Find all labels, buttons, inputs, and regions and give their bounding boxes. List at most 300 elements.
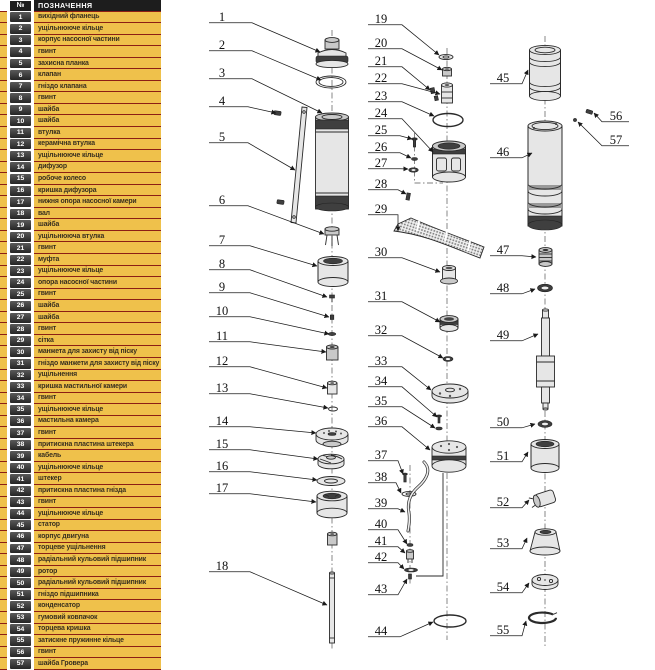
row-edge-strip [0, 416, 7, 428]
row-number-cell: 24 [10, 278, 31, 288]
callout-number: 41 [374, 534, 388, 548]
row-number-cell: 8 [10, 93, 31, 103]
row-edge-strip [0, 485, 7, 497]
row-edge-strip [0, 358, 7, 370]
table-row [0, 92, 161, 104]
part-18-shaft [330, 572, 335, 643]
callout-6 [209, 193, 324, 234]
part-16-diffuser-cover [317, 477, 345, 486]
table-row [0, 69, 161, 81]
row-designation-cell: ущільнення [34, 370, 161, 382]
row-edge-strip [0, 346, 7, 358]
part-7-valve-seat [318, 257, 348, 287]
callout-number: 12 [215, 354, 229, 368]
part-42-socket-plate [405, 568, 418, 572]
table-row [0, 127, 161, 139]
row-edge-strip [0, 219, 7, 231]
row-edge-strip [0, 508, 7, 520]
row-number-cell: 54 [10, 624, 31, 634]
table-row [0, 185, 161, 197]
part-26-washer [412, 158, 418, 161]
row-number-cell: 43 [10, 497, 31, 507]
callout-number: 5 [218, 130, 226, 144]
row-number-cell: 29 [10, 336, 31, 346]
part-28-screw [406, 193, 411, 201]
row-designation-cell: корпус двигуна [34, 531, 161, 543]
callout-number: 2 [218, 38, 226, 52]
row-designation-cell: керамічна втулка [34, 139, 161, 151]
table-row [0, 358, 161, 370]
row-designation-cell: муфта [34, 254, 161, 266]
row-number-cell: 32 [10, 370, 31, 380]
row-number-cell: 36 [10, 416, 31, 426]
row-number-cell: 39 [10, 451, 31, 461]
parts-table-header [0, 0, 161, 12]
row-edge-strip [0, 404, 7, 416]
row-designation-cell: гніздо манжети для захисту від піску [34, 358, 161, 370]
row-number-cell: 47 [10, 544, 31, 554]
row-designation-cell: радіальний кульовий підшипник [34, 554, 161, 566]
row-edge-strip [0, 658, 7, 670]
callout-number: 26 [374, 140, 388, 154]
callout-number: 56 [609, 109, 623, 123]
callout-1 [209, 10, 320, 52]
row-number-cell: 7 [10, 82, 31, 92]
row-edge-strip [0, 393, 7, 405]
part-5-protective-strip [291, 107, 307, 223]
callout-32 [368, 323, 443, 358]
callout-number: 22 [374, 71, 388, 85]
callout-number: 25 [374, 123, 388, 137]
row-designation-cell: дифузор [34, 162, 161, 174]
part-8-screw [330, 295, 335, 302]
callout-7 [209, 233, 317, 266]
header-designation-cell: ПОЗНАЧЕННЯ [34, 0, 161, 12]
part-27-washer [409, 168, 419, 172]
row-edge-strip [0, 566, 7, 578]
table-row [0, 381, 161, 393]
row-number-cell: 15 [10, 174, 31, 184]
table-row [0, 508, 161, 520]
table-row [0, 450, 161, 462]
table-row [0, 46, 161, 58]
callout-number: 54 [496, 580, 510, 594]
row-designation-cell: штекер [34, 473, 161, 485]
callout-5 [209, 130, 295, 170]
part-37-screw [403, 473, 408, 482]
table-row [0, 196, 161, 208]
row-number-cell: 41 [10, 474, 31, 484]
table-row [0, 462, 161, 474]
row-designation-cell: вал [34, 208, 161, 220]
row-edge-strip [0, 231, 7, 243]
row-edge-strip [0, 150, 7, 162]
table-row [0, 231, 161, 243]
table-row [0, 254, 161, 266]
part-21-screws [430, 88, 438, 101]
row-designation-cell: кришка дифузора [34, 185, 161, 197]
row-edge-strip [0, 69, 7, 81]
row-designation-cell: гвинт [34, 427, 161, 439]
row-edge-strip [0, 12, 7, 24]
part-48-bearing [538, 284, 553, 292]
callout-56 [594, 109, 629, 123]
row-designation-cell: кабель [34, 450, 161, 462]
row-number-cell: 44 [10, 509, 31, 519]
callout-25 [368, 123, 412, 139]
callout-number: 27 [374, 156, 388, 170]
row-designation-cell: ущільнююче кільце [34, 508, 161, 520]
row-designation-cell: притискна пластина штекера [34, 439, 161, 451]
callout-46 [490, 145, 532, 159]
row-designation-cell: вихідний фланець [34, 12, 161, 24]
part-52-capacitor [529, 489, 557, 509]
table-row [0, 12, 161, 24]
table-row [0, 624, 161, 636]
callout-number: 33 [374, 354, 388, 368]
callout-number: 42 [374, 550, 388, 564]
callout-number: 48 [496, 281, 510, 295]
callout-number: 21 [374, 54, 388, 68]
callout-layer [209, 10, 629, 638]
row-number-cell: 14 [10, 162, 31, 172]
row-number-cell: 17 [10, 197, 31, 207]
callout-2 [209, 38, 321, 80]
row-designation-cell: гумовий ковпачок [34, 612, 161, 624]
row-edge-strip [0, 439, 7, 451]
table-row [0, 323, 161, 335]
row-edge-strip [0, 427, 7, 439]
callout-45 [490, 70, 528, 85]
exploded-diagram [161, 0, 655, 670]
table-row [0, 300, 161, 312]
part-22-coupling [442, 83, 453, 103]
row-edge-strip [0, 531, 7, 543]
row-designation-cell: клапан [34, 69, 161, 81]
row-edge-strip [0, 577, 7, 589]
callout-number: 49 [496, 328, 510, 342]
callout-number: 34 [374, 374, 388, 388]
row-number-cell: 20 [10, 232, 31, 242]
callout-number: 14 [215, 414, 229, 428]
table-row [0, 335, 161, 347]
table-row [0, 162, 161, 174]
callout-42 [368, 550, 404, 569]
callout-4 [209, 94, 276, 113]
callout-17 [209, 481, 316, 502]
table-row [0, 35, 161, 47]
row-number-cell: 38 [10, 440, 31, 450]
row-edge-strip [0, 497, 7, 509]
row-number-cell: 33 [10, 382, 31, 392]
row-designation-cell: робоче колесо [34, 173, 161, 185]
row-number-cell: 11 [10, 128, 31, 138]
row-designation-cell: гвинт [34, 323, 161, 335]
row-number-cell: 26 [10, 301, 31, 311]
row-edge-strip [0, 589, 7, 601]
row-designation-cell: шайба [34, 115, 161, 127]
part-57-spring-washer [573, 118, 576, 121]
row-designation-cell: гвинт [34, 647, 161, 659]
parts-table [0, 0, 161, 670]
part-46-motor-housing [528, 121, 562, 230]
row-number-cell: 56 [10, 647, 31, 657]
callout-47 [490, 243, 536, 257]
part-2-o-ring [316, 76, 346, 88]
row-number-cell: 5 [10, 59, 31, 69]
part-49-rotor [537, 309, 555, 410]
callout-number: 35 [374, 394, 388, 408]
callout-53 [490, 536, 527, 550]
callout-number: 38 [374, 470, 388, 484]
row-designation-cell: шайба [34, 219, 161, 231]
callout-number: 1 [218, 10, 226, 24]
row-edge-strip [0, 323, 7, 335]
callout-number: 46 [496, 145, 510, 159]
callout-number: 17 [215, 481, 229, 495]
part-31-sleeve-seat [440, 316, 458, 332]
table-row [0, 370, 161, 382]
table-row [0, 658, 161, 670]
row-edge-strip [0, 46, 7, 58]
callout-number: 39 [374, 496, 388, 510]
table-row [0, 427, 161, 439]
table-row [0, 23, 161, 35]
row-edge-strip [0, 35, 7, 47]
row-designation-cell: торцева кришка [34, 624, 161, 636]
table-row [0, 346, 161, 358]
row-designation-cell: шайба [34, 312, 161, 324]
callout-38 [368, 470, 401, 493]
part-53-rubber-cap [530, 529, 560, 555]
row-edge-strip [0, 600, 7, 612]
header-number-cell: № [10, 1, 31, 12]
callout-number: 57 [609, 133, 623, 147]
part-3-pump-housing [316, 113, 349, 211]
callout-39 [368, 496, 405, 512]
part-10-washer [328, 332, 336, 335]
callout-number: 13 [215, 381, 229, 395]
table-row [0, 473, 161, 485]
part-33-oil-chamber-cover [432, 384, 468, 403]
callout-number: 23 [374, 89, 388, 103]
callout-36 [368, 414, 430, 450]
table-row [0, 81, 161, 93]
row-number-cell: 48 [10, 555, 31, 565]
callout-number: 52 [496, 495, 510, 509]
row-edge-strip [0, 450, 7, 462]
table-row [0, 139, 161, 151]
table-row [0, 485, 161, 497]
row-designation-cell: ущільнююче кільце [34, 23, 161, 35]
row-designation-cell: ущільнююче кільце [34, 266, 161, 278]
table-row [0, 150, 161, 162]
row-number-cell: 37 [10, 428, 31, 438]
part-13-seal-ring [329, 407, 338, 411]
callout-11 [209, 329, 326, 352]
row-number-cell: 6 [10, 70, 31, 80]
callout-number: 7 [218, 233, 226, 247]
row-designation-cell: радіальний кульовий підшипник [34, 577, 161, 589]
callout-number: 31 [374, 289, 388, 303]
callout-number: 9 [218, 280, 226, 294]
callout-number: 15 [215, 437, 229, 451]
callout-number: 16 [215, 459, 229, 473]
table-row [0, 497, 161, 509]
part-14-diffuser [316, 428, 348, 447]
row-edge-strip [0, 370, 7, 382]
callout-number: 19 [374, 12, 388, 26]
part-17-lower-support [317, 491, 347, 518]
row-number-cell: 52 [10, 601, 31, 611]
callout-number: 37 [374, 448, 388, 462]
row-designation-cell: шайба [34, 300, 161, 312]
callout-18 [209, 559, 327, 605]
row-designation-cell: гвинт [34, 92, 161, 104]
row-number-cell: 12 [10, 139, 31, 149]
row-edge-strip [0, 473, 7, 485]
row-designation-cell: втулка [34, 127, 161, 139]
row-number-cell: 22 [10, 255, 31, 265]
row-edge-strip [0, 92, 7, 104]
callout-number: 20 [374, 36, 388, 50]
table-row [0, 266, 161, 278]
table-row [0, 208, 161, 220]
row-designation-cell: статор [34, 520, 161, 532]
part-34-screw [436, 415, 441, 423]
table-row [0, 543, 161, 555]
callout-number: 43 [374, 582, 388, 596]
callout-43 [368, 579, 407, 596]
callout-number: 6 [218, 193, 226, 207]
part-6-valve [325, 227, 339, 246]
callout-number: 10 [215, 304, 229, 318]
row-edge-strip [0, 289, 7, 301]
row-edge-strip [0, 543, 7, 555]
row-edge-strip [0, 462, 7, 474]
row-edge-strip [0, 624, 7, 636]
row-number-cell: 27 [10, 313, 31, 323]
callout-27 [368, 156, 408, 170]
row-edge-strip [0, 162, 7, 174]
part-54-end-cover [532, 575, 558, 590]
row-number-cell: 25 [10, 289, 31, 299]
callout-number: 50 [496, 415, 510, 429]
row-number-cell: 30 [10, 347, 31, 357]
callout-31 [368, 289, 440, 322]
row-number-cell: 28 [10, 324, 31, 334]
row-number-cell: 42 [10, 486, 31, 496]
part-30-sand-sleeve [441, 266, 458, 285]
row-designation-cell: ущільнююче кільце [34, 404, 161, 416]
row-designation-cell: притискна пластина гнізда [34, 485, 161, 497]
row-designation-cell: гвинт [34, 46, 161, 58]
callout-number: 32 [374, 323, 388, 337]
row-edge-strip [0, 196, 7, 208]
row-number-cell: 57 [10, 659, 31, 669]
row-number-cell: 1 [10, 12, 31, 22]
part-55-snap-ring [529, 613, 557, 623]
row-designation-cell: торцеве ущільнення [34, 543, 161, 555]
part-43-screw [409, 574, 412, 579]
row-number-cell: 18 [10, 209, 31, 219]
callout-number: 47 [496, 243, 510, 257]
row-edge-strip [0, 554, 7, 566]
row-edge-strip [0, 81, 7, 93]
table-row [0, 115, 161, 127]
part-50-bearing [538, 421, 552, 428]
callout-54 [490, 580, 529, 594]
row-edge-strip [0, 23, 7, 35]
row-designation-cell: кришка мастильної камери [34, 381, 161, 393]
row-designation-cell: гвинт [34, 242, 161, 254]
callout-14 [209, 414, 316, 433]
row-number-cell: 16 [10, 186, 31, 196]
row-designation-cell: опора насосної частини [34, 277, 161, 289]
row-designation-cell: мастильна камера [34, 416, 161, 428]
row-edge-strip [0, 208, 7, 220]
row-number-cell: 10 [10, 116, 31, 126]
row-edge-strip [0, 254, 7, 266]
part-19-washer [439, 54, 453, 59]
part-4-screws [274, 111, 284, 205]
row-designation-cell: корпус насосної частини [34, 35, 161, 47]
row-designation-cell: ротор [34, 566, 161, 578]
part-32-seal [443, 357, 453, 362]
table-row [0, 277, 161, 289]
row-edge-strip [0, 266, 7, 278]
part-24-pump-support [433, 141, 466, 182]
row-edge-strip [0, 300, 7, 312]
table-row [0, 647, 161, 659]
callout-number: 18 [215, 559, 229, 573]
row-edge-strip [0, 647, 7, 659]
table-row [0, 566, 161, 578]
row-edge-strip [0, 139, 7, 151]
row-edge-strip [0, 312, 7, 324]
row-number-cell: 53 [10, 613, 31, 623]
part-12-ceramic-sleeve [328, 381, 338, 394]
row-designation-cell: захисна планка [34, 58, 161, 70]
part-9-washer [330, 315, 334, 320]
part-56-screw [586, 109, 593, 114]
table-row [0, 589, 161, 601]
table-row [0, 439, 161, 451]
callout-13 [209, 381, 328, 408]
row-number-cell: 49 [10, 567, 31, 577]
callout-55 [490, 621, 526, 637]
table-row [0, 58, 161, 70]
part-20-seal-sleeve [443, 67, 452, 76]
callout-number: 11 [215, 329, 229, 343]
row-edge-strip [0, 173, 7, 185]
part-seal-sleeve [328, 532, 338, 545]
callout-number: 3 [218, 66, 226, 80]
callout-number: 28 [374, 177, 388, 191]
row-edge-strip [0, 242, 7, 254]
table-row [0, 404, 161, 416]
table-row [0, 416, 161, 428]
table-row [0, 577, 161, 589]
row-edge-strip [0, 185, 7, 197]
row-edge-strip [0, 381, 7, 393]
part-11-sleeve [327, 345, 339, 360]
table-row [0, 219, 161, 231]
callout-number: 53 [496, 536, 510, 550]
row-designation-cell: шайба Гровера [34, 658, 161, 670]
callout-number: 24 [374, 106, 388, 120]
row-designation-cell: гніздо підшипника [34, 589, 161, 601]
